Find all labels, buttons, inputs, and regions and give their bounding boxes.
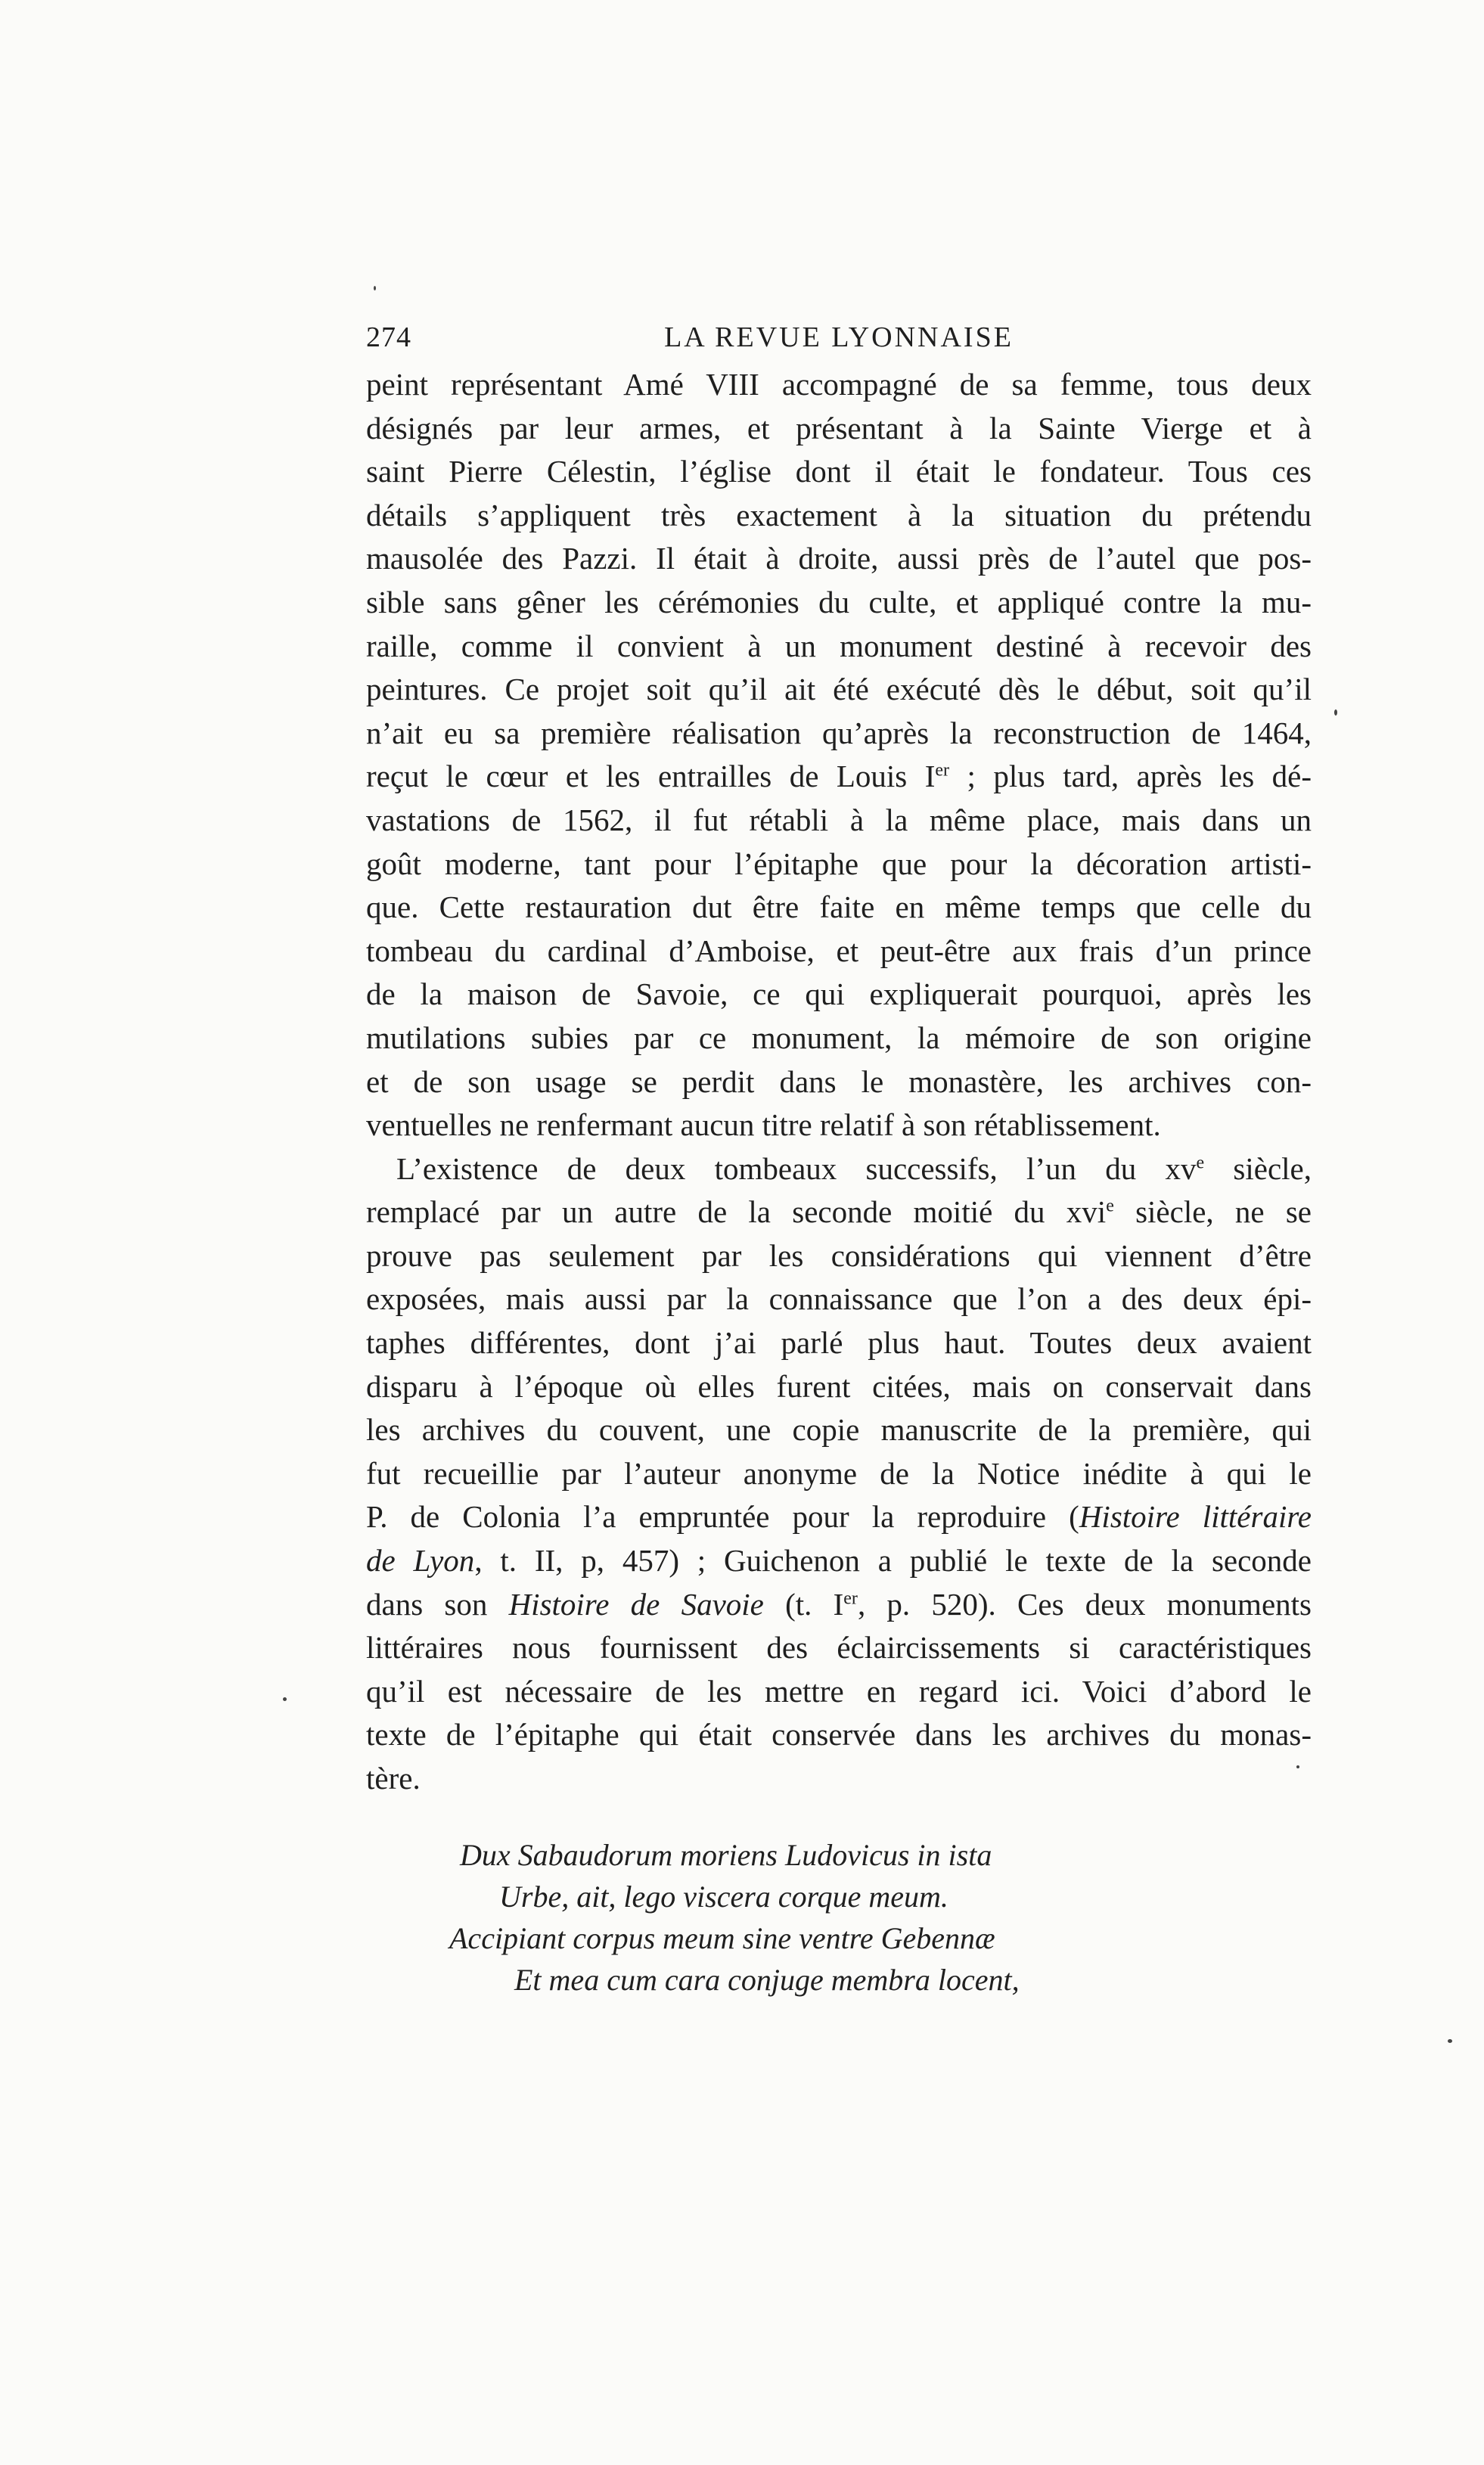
text-line: goût moderne, tant pour l’épitaphe que pour la décoration artisti-: [366, 846, 1312, 881]
text-line: de Lyon, t. II, p, 457) ; Guichenon a publié le texte de la seconde: [366, 1543, 1312, 1579]
text-line: littéraires nous fournissent des éclaircissements si caractéristiques: [366, 1630, 1312, 1666]
text-line: désignés par leur armes, et présentant à la Sainte Vierge et à: [366, 410, 1312, 446]
text-line: ventuelles ne renfermant aucun titre relatif à son rétablissement.: [366, 1107, 1161, 1143]
paragraph-2: [366, 1147, 1312, 1801]
text-line: P. de Colonia l’a empruntée pour la reproduire (Histoire littéraire: [366, 1499, 1312, 1535]
scan-speck: [1334, 709, 1337, 716]
text-line: fut recueillie par l’auteur anonyme de la Notice inédite à qui le: [366, 1455, 1312, 1491]
scan-speck: [1448, 2039, 1452, 2043]
text-line: dans son Histoire de Savoie (t. Ier, p. 520). Ces deux monuments: [366, 1586, 1312, 1622]
text-line: L’existence de deux tombeaux successifs, l’un du $xv^e$ siècle,: [396, 1150, 1312, 1186]
poem-verse: Urbe, ait, lego viscera corque meum.: [499, 1879, 948, 1914]
page-number: 274: [366, 321, 411, 353]
text-line: vastations de 1562, il fut rétabli à la même place, mais dans un: [366, 802, 1312, 837]
text-line: sible sans gêner les cérémonies du culte, et appliqué contre la mu-: [366, 584, 1312, 619]
poem-verse: Et mea cum cara conjuge membra locent,: [514, 1962, 1020, 1997]
text-line: exposées, mais aussi par la connaissance que l’on a des deux épi-: [366, 1281, 1312, 1317]
running-title: LA REVUE LYONNAISE: [664, 321, 1014, 353]
text-line: raille, comme il convient à un monument destiné à recevoir des: [366, 628, 1312, 663]
book-page: [366, 321, 1312, 2001]
text-line: détails s’appliquent très exactement à la situation du prétendu: [366, 497, 1312, 532]
epitaph-poem: [366, 1834, 1312, 2001]
text-line: de la maison de Savoie, ce qui expliquerait pourquoi, après les: [366, 976, 1312, 1012]
scan-speck: [1296, 1765, 1299, 1768]
text-line: n’ait eu sa première réalisation qu’après la reconstruction de 1464,: [366, 715, 1312, 750]
text-line: disparu à l’époque où elles furent citées, mais on conservait dans: [366, 1368, 1312, 1404]
text-line: et de son usage se perdit dans le monastère, les archives con-: [366, 1063, 1312, 1099]
scan-speck: [374, 286, 376, 290]
text-line: remplacé par un autre de la seconde moitié du xvi$^e$ siècle, ne se: [366, 1194, 1312, 1230]
text-line: que. Cette restauration dut être faite en même temps que celle du: [366, 889, 1312, 925]
text-line: peintures. Ce projet soit qu’il ait été exécuté dès le début, soit qu’il: [366, 672, 1312, 707]
page-header: [366, 321, 1312, 363]
text-line: tombeau du cardinal d’Amboise, et peut-être aux frais d’un prince: [366, 933, 1312, 968]
text-line: taphes différentes, dont j’ai parlé plus haut. Toutes deux avaient: [366, 1325, 1312, 1361]
text-line: qu’il est nécessaire de les mettre en regard ici. Voici d’abord le: [366, 1673, 1312, 1709]
paragraph-1: [366, 363, 1312, 1147]
poem-verse: Accipiant corpus meum sine ventre Gebennæ: [449, 1920, 995, 1955]
scan-speck: [283, 1697, 287, 1701]
text-line: mausolée des Pazzi. Il était à droite, aussi près de l’autel que pos-: [366, 541, 1312, 576]
poem-verse: Dux Sabaudorum moriens Ludovicus in ista: [460, 1837, 992, 1872]
text-line: saint Pierre Célestin, l’église dont il était le fondateur. Tous ces: [366, 454, 1312, 489]
body-text: [366, 363, 1312, 1801]
text-line: prouve pas seulement par les considérations qui viennent d’être: [366, 1237, 1312, 1273]
text-line: tère.: [366, 1761, 421, 1796]
text-line: les archives du couvent, une copie manuscrite de la première, qui: [366, 1412, 1312, 1448]
text-line: texte de l’épitaphe qui était conservée dans les archives du monas-: [366, 1717, 1312, 1753]
text-line: mutilations subies par ce monument, la mémoire de son origine: [366, 1020, 1312, 1055]
text-line: peint représentant Amé VIII accompagné de sa femme, tous deux: [366, 367, 1312, 402]
text-line: reçut le cœur et les entrailles de Louis Ier ; plus tard, après les dé-: [366, 759, 1312, 794]
